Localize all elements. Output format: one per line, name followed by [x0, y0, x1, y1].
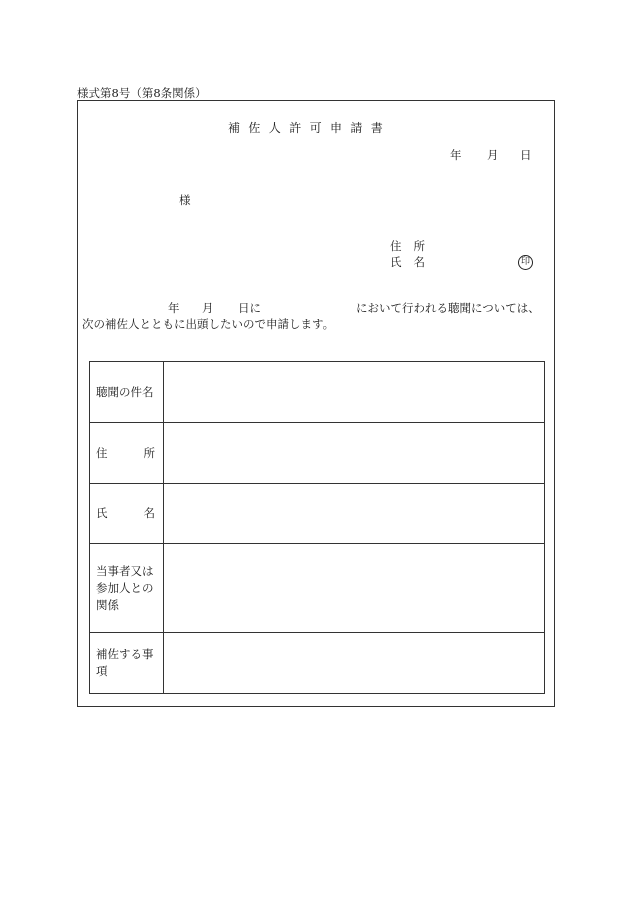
label-line: 項	[96, 664, 108, 678]
table-row	[90, 362, 545, 423]
applicant-name-label: 氏名	[390, 255, 437, 269]
hearing-subject-label: 聴聞の件名	[90, 362, 164, 423]
assistant-details-table	[89, 361, 545, 694]
label-line: 参加人との	[96, 580, 154, 595]
assistance-matters-value[interactable]	[164, 633, 545, 694]
relationship-label	[90, 544, 164, 633]
date-year-label: 年	[450, 148, 462, 162]
table-row	[90, 544, 545, 633]
relationship-value[interactable]	[164, 544, 545, 633]
label-char: 所	[143, 445, 155, 460]
hearing-year-label: 年	[168, 301, 180, 315]
label-line: 関係	[96, 597, 119, 612]
label-line: 当事者又は	[96, 563, 154, 578]
form-title: 補佐人許可申請書	[228, 121, 392, 135]
assistant-name-value[interactable]	[164, 484, 545, 544]
hearing-day-label: 日に	[238, 301, 261, 315]
label-char: 住	[96, 445, 108, 460]
seal-icon: 印	[518, 255, 533, 270]
table-row	[90, 423, 545, 484]
assistant-name-label	[90, 484, 164, 544]
hearing-month-label: 月	[202, 301, 214, 315]
assistant-address-value[interactable]	[164, 423, 545, 484]
addressee-honorific: 様	[179, 193, 191, 207]
label-char: 氏	[96, 506, 108, 520]
body-text-line1: において行われる聴聞については、	[356, 301, 540, 315]
table-row	[90, 633, 545, 694]
label-char: 名	[143, 506, 155, 520]
assistance-matters-label	[90, 633, 164, 694]
assistant-address-label	[90, 423, 164, 484]
applicant-address-label: 住所	[390, 239, 437, 253]
table-row	[90, 484, 545, 544]
hearing-subject-value[interactable]	[164, 362, 545, 423]
form-number-label: 様式第8号（第8条関係）	[77, 86, 207, 100]
body-text-line2: 次の補佐人とともに出頭したいので申請します。	[82, 317, 335, 331]
date-month-label: 月	[487, 148, 499, 162]
date-day-label: 日	[520, 148, 532, 162]
label-line: 補佐する事	[96, 647, 154, 661]
